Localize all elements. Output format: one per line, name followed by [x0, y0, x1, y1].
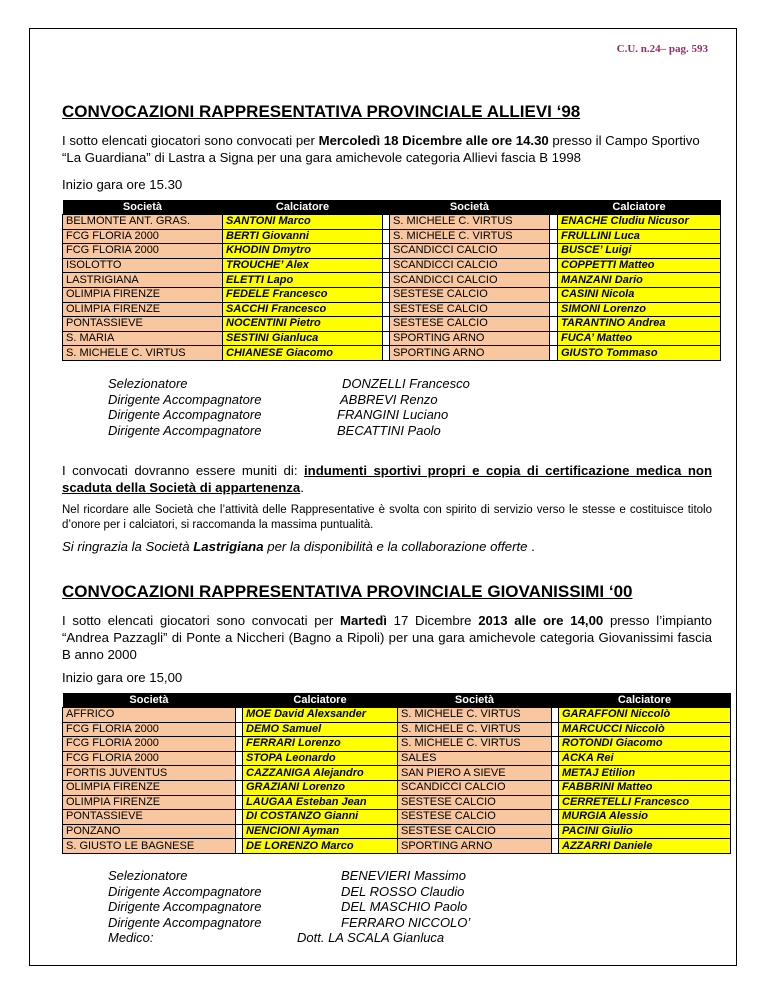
club-cell: PONTASSIEVE — [63, 810, 236, 825]
player-cell: MARCUCCI Niccolò — [559, 722, 731, 737]
table-row — [63, 737, 731, 752]
club-cell: SESTESE CALCIO — [398, 795, 552, 810]
staff-name: FRANGINI Luciano — [337, 407, 449, 422]
club-cell: SPORTING ARNO — [390, 331, 550, 346]
staff-role: Dirigente Accompagnatore — [108, 883, 262, 899]
table-row — [63, 766, 731, 781]
club-cell: S. MICHELE C. VIRTUS — [63, 346, 223, 361]
club-cell: S. MICHELE C. VIRTUS — [398, 708, 552, 723]
table-row — [63, 317, 721, 332]
club-cell: SESTESE CALCIO — [398, 824, 552, 839]
player-cell: STOPA Leonardo — [243, 751, 398, 766]
player-cell: FRULLINI Luca — [558, 229, 721, 244]
column-header: Calciatore — [558, 200, 721, 215]
player-cell: GARAFFONI Niccolò — [559, 708, 731, 723]
club-cell: FCG FLORIA 2000 — [63, 229, 223, 244]
club-cell: S. MICHELE C. VIRTUS — [398, 737, 552, 752]
player-cell: FABBRINI Matteo — [559, 780, 731, 795]
player-cell: CASINI Nicola — [558, 287, 721, 302]
player-cell: SANTONI Marco — [223, 215, 383, 230]
column-header: Società — [390, 200, 550, 215]
club-cell: SCANDICCI CALCIO — [398, 780, 552, 795]
club-cell: FCG FLORIA 2000 — [63, 751, 236, 766]
club-cell: PONTASSIEVE — [63, 317, 223, 332]
club-cell: FCG FLORIA 2000 — [63, 722, 236, 737]
staff-role: Selezionatore — [108, 868, 188, 883]
player-cell: FERRARI Lorenzo — [243, 737, 398, 752]
player-cell: NOCENTINI Pietro — [223, 317, 383, 332]
staff-role: Medico: — [108, 930, 154, 945]
player-cell: GIUSTO Tommaso — [558, 346, 721, 361]
staff-role: Dirigente Accompagnatore — [108, 899, 262, 914]
kickoff-allievi: Inizio gara ore 15.30 — [62, 177, 183, 192]
staff-name: DEL ROSSO Claudio — [341, 883, 465, 899]
staff-role: Dirigente Accompagnatore — [108, 391, 262, 407]
section-title-giovanissimi: CONVOCAZIONI RAPPRESENTATIVA PROVINCIALE GIOVANISSIMI ‘00 — [62, 582, 633, 601]
club-cell: OLIMPIA FIRENZE — [63, 780, 236, 795]
player-cell: GRAZIANI Lorenzo — [243, 780, 398, 795]
club-cell: AFFRICO — [63, 708, 236, 723]
column-header: Calciatore — [243, 693, 398, 708]
staff-role: Dirigente Accompagnatore — [108, 407, 262, 422]
club-cell: FCG FLORIA 2000 — [63, 737, 236, 752]
club-cell: SCANDICCI CALCIO — [390, 273, 550, 288]
table-row — [63, 244, 721, 259]
club-cell: SPORTING ARNO — [398, 839, 552, 854]
table-row — [63, 331, 721, 346]
club-cell: FORTIS JUVENTUS — [63, 766, 236, 781]
player-cell: PACINI Giulio — [559, 824, 731, 839]
club-cell: OLIMPIA FIRENZE — [63, 287, 223, 302]
staff-name: DEL MASCHIO Paolo — [341, 899, 468, 914]
club-cell: S. MICHELE C. VIRTUS — [398, 722, 552, 737]
club-cell: SAN PIERO A SIEVE — [398, 766, 552, 781]
thanks-note: Si ringrazia la Società Lastrigiana per la disponibilità e la collaborazione offerte . — [62, 539, 535, 554]
table-row — [63, 780, 731, 795]
player-cell: ENACHE Cludiu Nicusor — [558, 215, 721, 230]
page-reference: C.U. n.24– pag. 593 — [616, 43, 708, 55]
column-header: Calciatore — [559, 693, 731, 708]
player-cell: TROUCHE’ Alex — [223, 258, 383, 273]
staff-name: BENEVIERI Massimo — [341, 868, 466, 883]
player-cell: COPPETTI Matteo — [558, 258, 721, 273]
player-cell: SIMONI Lorenzo — [558, 302, 721, 317]
club-cell: SESTESE CALCIO — [398, 810, 552, 825]
table-row — [63, 824, 731, 839]
club-cell: FCG FLORIA 2000 — [63, 244, 223, 259]
player-cell: MOE David Alexsander — [243, 708, 398, 723]
club-cell: SESTESE CALCIO — [390, 287, 550, 302]
player-cell: NENCIONI Ayman — [243, 824, 398, 839]
punctuality-reminder: Nel ricordare alle Società che l’attività delle Rappresentative è svolta con spirito di servizio verso le stesse e costituisce titolo d’onore per i calciatori, si raccomanda la massima puntualità. — [62, 504, 712, 531]
club-cell: SCANDICCI CALCIO — [390, 258, 550, 273]
player-cell: MANZANI Dario — [558, 273, 721, 288]
club-cell: SCANDICCI CALCIO — [390, 244, 550, 259]
player-cell: ACKA Rei — [559, 751, 731, 766]
player-cell: DE LORENZO Marco — [243, 839, 398, 854]
club-cell: S. MICHELE C. VIRTUS — [390, 229, 550, 244]
equipment-notice: I convocati dovranno essere muniti di: indumenti sportivi propri e copia di certificazione medica non scaduta della Società di appartenenza. — [62, 463, 712, 495]
player-cell: KHODIN Dmytro — [223, 244, 383, 259]
club-cell: ISOLOTTO — [63, 258, 223, 273]
table-row — [63, 810, 731, 825]
table-row — [63, 302, 721, 317]
club-cell: SALES — [398, 751, 552, 766]
table-row — [63, 795, 731, 810]
kickoff-giovanissimi: Inizio gara ore 15,00 — [62, 670, 183, 685]
table-row — [63, 258, 721, 273]
club-cell: LASTRIGIANA — [63, 273, 223, 288]
club-cell: SPORTING ARNO — [390, 346, 550, 361]
table-row — [63, 273, 721, 288]
club-cell: S. MARIA — [63, 331, 223, 346]
table-header — [63, 200, 721, 215]
player-cell: TARANTINO Andrea — [558, 317, 721, 332]
intro-giovanissimi: I sotto elencati giocatori sono convocati per Martedì 17 Dicembre 2013 alle ore 14,00 presso l’impianto “Andrea Pazzagli” di Ponte a Niccheri (Bagno a Ripoli) per una gara amichevole categoria Giovanissimi fascia B anno 2000 — [62, 613, 712, 662]
intro-allievi: I sotto elencati giocatori sono convocati per Mercoledì 18 Dicembre alle ore 14.30 presso il Campo Sportivo “La Guardiana” di Lastra a Signa per una gara amichevole categoria Allievi fascia B 1998 — [62, 133, 700, 165]
club-cell: SESTESE CALCIO — [390, 302, 550, 317]
staff-name: FERRARO NICCOLO’ — [341, 914, 471, 930]
player-cell: ELETTI Lapo — [223, 273, 383, 288]
player-cell: BUSCE’ Luigi — [558, 244, 721, 259]
player-cell: CAZZANIGA Alejandro — [243, 766, 398, 781]
player-cell: CERRETELLI Francesco — [559, 795, 731, 810]
club-cell: BELMONTE ANT. GRAS. — [63, 215, 223, 230]
player-cell: METAJ Etilion — [559, 766, 731, 781]
staff-role: Dirigente Accompagnatore — [108, 914, 262, 930]
staff-name: Dott. LA SCALA Gianluca — [297, 930, 445, 945]
column-header: Società — [63, 200, 223, 215]
club-cell: SESTESE CALCIO — [390, 317, 550, 332]
table-header — [63, 693, 731, 708]
club-cell: PONZANO — [63, 824, 236, 839]
player-cell: LAUGAA Esteban Jean — [243, 795, 398, 810]
table-row — [63, 229, 721, 244]
staff-name: BECATTINI Paolo — [337, 422, 441, 438]
table-row — [63, 708, 731, 723]
staff-name: ABBREVI Renzo — [340, 391, 438, 407]
player-cell: AZZARRI Daniele — [559, 839, 731, 854]
club-cell: S. MICHELE C. VIRTUS — [390, 215, 550, 230]
staff-role: Dirigente Accompagnatore — [108, 422, 262, 438]
player-cell: CHIANESE Giacomo — [223, 346, 383, 361]
section-title-allievi: CONVOCAZIONI RAPPRESENTATIVA PROVINCIALE ALLIEVI ‘98 — [62, 102, 581, 121]
roster-table-giovanissimi — [62, 693, 731, 854]
staff-name: DONZELLI Francesco — [342, 376, 470, 391]
player-cell: DI COSTANZO Gianni — [243, 810, 398, 825]
column-header: Calciatore — [223, 200, 383, 215]
staff-role: Selezionatore — [108, 376, 188, 391]
player-cell: SACCHI Francesco — [223, 302, 383, 317]
table-row — [63, 722, 731, 737]
player-cell: FUCA’ Matteo — [558, 331, 721, 346]
column-header: Società — [398, 693, 552, 708]
table-row — [63, 215, 721, 230]
table-row — [63, 346, 721, 361]
player-cell: MURGIA Alessio — [559, 810, 731, 825]
roster-table-allievi — [62, 200, 721, 361]
player-cell: DEMO Samuel — [243, 722, 398, 737]
column-header: Società — [63, 693, 236, 708]
player-cell: SESTINI Gianluca — [223, 331, 383, 346]
player-cell: BERTI Giovanni — [223, 229, 383, 244]
table-row — [63, 751, 731, 766]
club-cell: OLIMPIA FIRENZE — [63, 302, 223, 317]
club-cell: OLIMPIA FIRENZE — [63, 795, 236, 810]
table-row — [63, 839, 731, 854]
player-cell: FEDELE Francesco — [223, 287, 383, 302]
club-cell: S. GIUSTO LE BAGNESE — [63, 839, 236, 854]
player-cell: ROTONDI Giacomo — [559, 737, 731, 752]
table-row — [63, 287, 721, 302]
